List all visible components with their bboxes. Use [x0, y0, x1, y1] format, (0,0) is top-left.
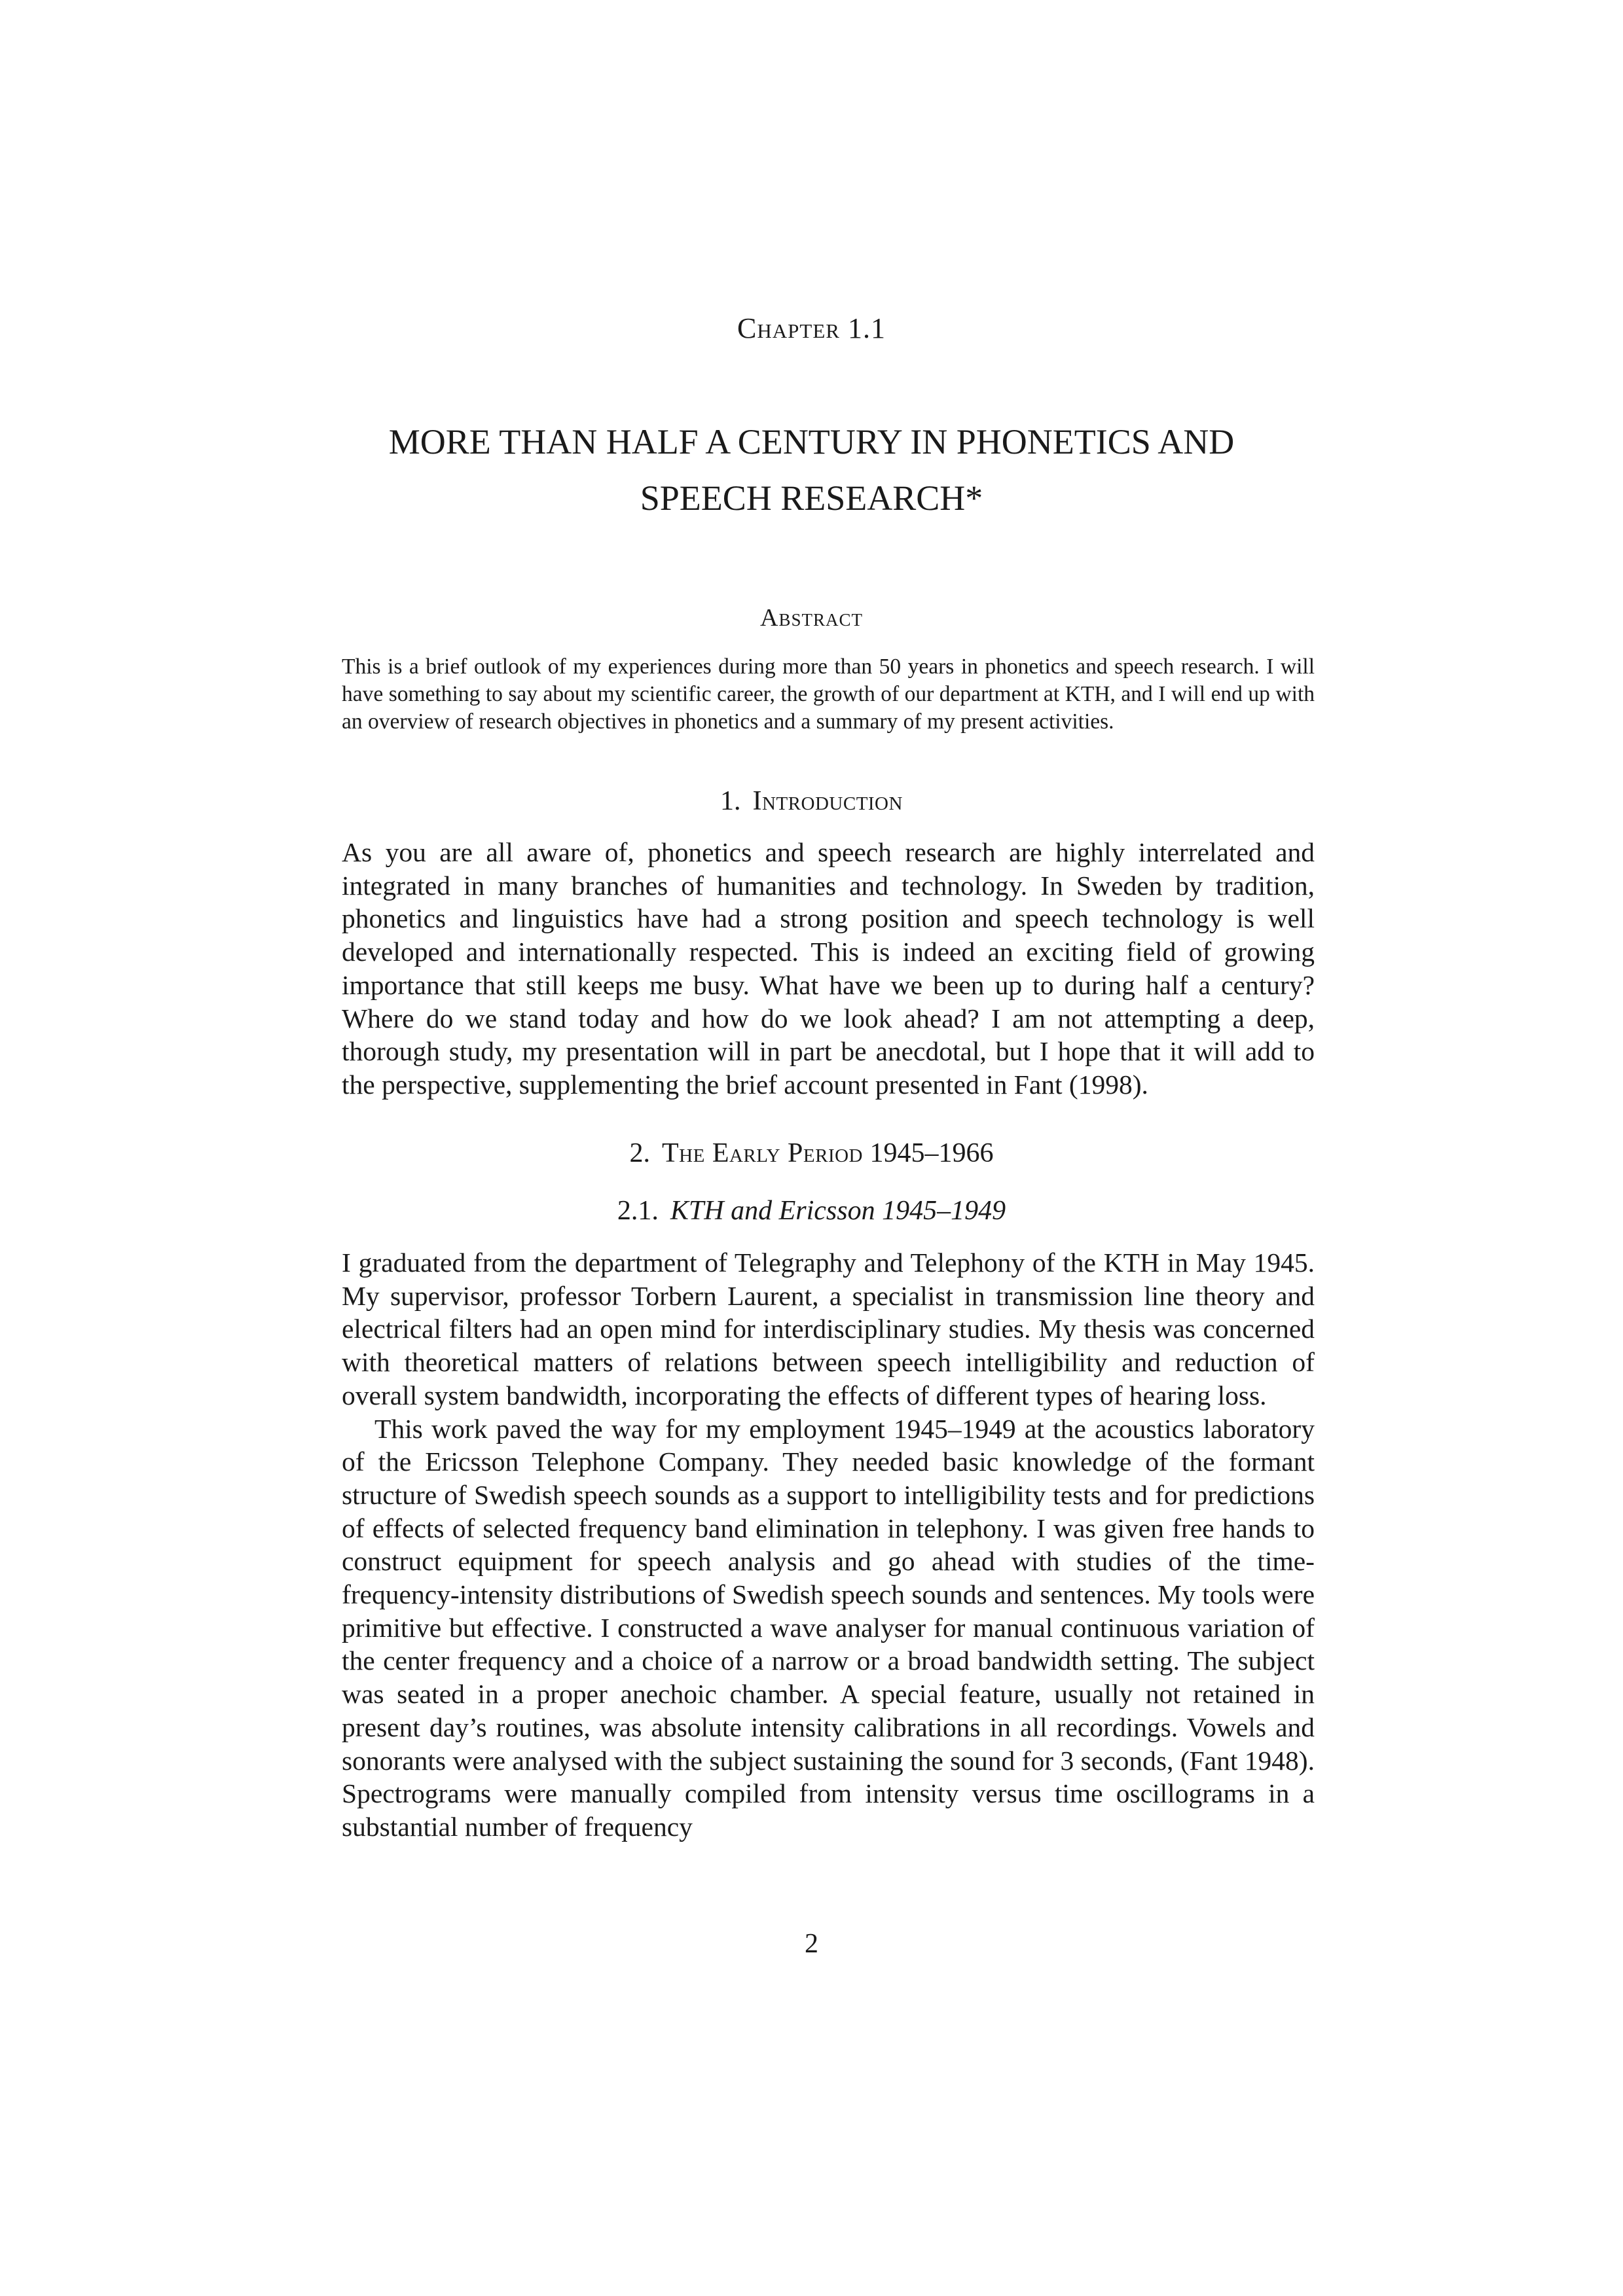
- section-title: Introduction: [752, 786, 903, 816]
- chapter-title-line-2: SPEECH RESEARCH*: [640, 478, 983, 518]
- subsection-heading-kth-ericsson: [0, 1195, 1623, 1227]
- section-number: 2.: [629, 1138, 651, 1168]
- chapter-label: Chapter 1.1: [737, 312, 886, 344]
- kth-ericsson-body: [342, 1246, 1315, 1844]
- abstract-heading: Abstract: [760, 604, 863, 632]
- section-years: 1945–1966: [869, 1138, 994, 1168]
- section-number: 1.: [720, 786, 741, 816]
- introduction-body: [342, 836, 1315, 1102]
- chapter-title: [0, 414, 1623, 526]
- subsection-number: 2.1.: [617, 1196, 659, 1226]
- section-heading-early-period: [0, 1138, 1623, 1169]
- chapter-title-line-1: MORE THAN HALF A CENTURY IN PHONETICS AND: [388, 422, 1235, 461]
- paragraph: I graduated from the department of Telegraphy and Telephony of the KTH in May 1945. My supervisor, professor Torbern Laurent, a specialist in transmission line theory and electrical filters had an open mind for interdisciplinary studies. My thesis was concerned with theoretical matters of relations between speech intelligibility and reduction of overall system bandwidth, incorporating the effects of different types of hearing loss.: [342, 1247, 1315, 1410]
- paragraph: This work paved the way for my employment 1945–1949 at the acoustics laboratory of the Ericsson Telephone Company. They needed basic knowledge of the formant structure of Swedish speech sounds as a support to intelligibility tests and for predictions of effects of selected frequency band elimination in telephony. I was given free hands to construct equipment for speech analysis and go ahead with studies of the time-frequency-intensity distributions of Swedish speech sounds and sentences. My tools were primitive but effective. I constructed a wave analyser for manual continuous variation of the center frequency and a choice of a narrow or a broad bandwidth setting. The subject was seated in a proper anechoic chamber. A special feature, usually not retained in present day’s routines, was absolute intensity calibrations in all recordings. Vowels and sonorants were analysed with the subject sustaining the sound for 3 seconds, (Fant 1948). Spectrograms were manually compiled from intensity versus time oscillograms in a substantial number of frequency: [342, 1413, 1315, 1842]
- page-number: 2: [805, 1929, 818, 1959]
- paragraph: As you are all aware of, phonetics and speech research are highly interrelated and integrated in many branches of humanities and technology. In Sweden by tradition, phonetics and linguistics have had a strong position and speech technology is well developed and internationally respected. This is indeed an exciting field of growing importance that still keeps me busy. What have we been up to during half a century? Where do we stand today and how do we look ahead? I am not attempting a deep, thorough study, my presentation will in part be anecdotal, but I hope that it will add to the perspective, supplementing the brief account presented in Fant (1998).: [342, 837, 1315, 1100]
- subsection-title: KTH and Ericsson 1945–1949: [670, 1196, 1006, 1226]
- section-title: The Early Period: [662, 1138, 863, 1168]
- section-heading-introduction: [0, 785, 1623, 817]
- abstract-text: This is a brief outlook of my experiences during more than 50 years in phonetics and speech research. I will have something to say about my scientific career, the growth of our department at KTH, and I will end up with an overview of research objectives in phonetics and a summary of my present activities.: [342, 655, 1315, 734]
